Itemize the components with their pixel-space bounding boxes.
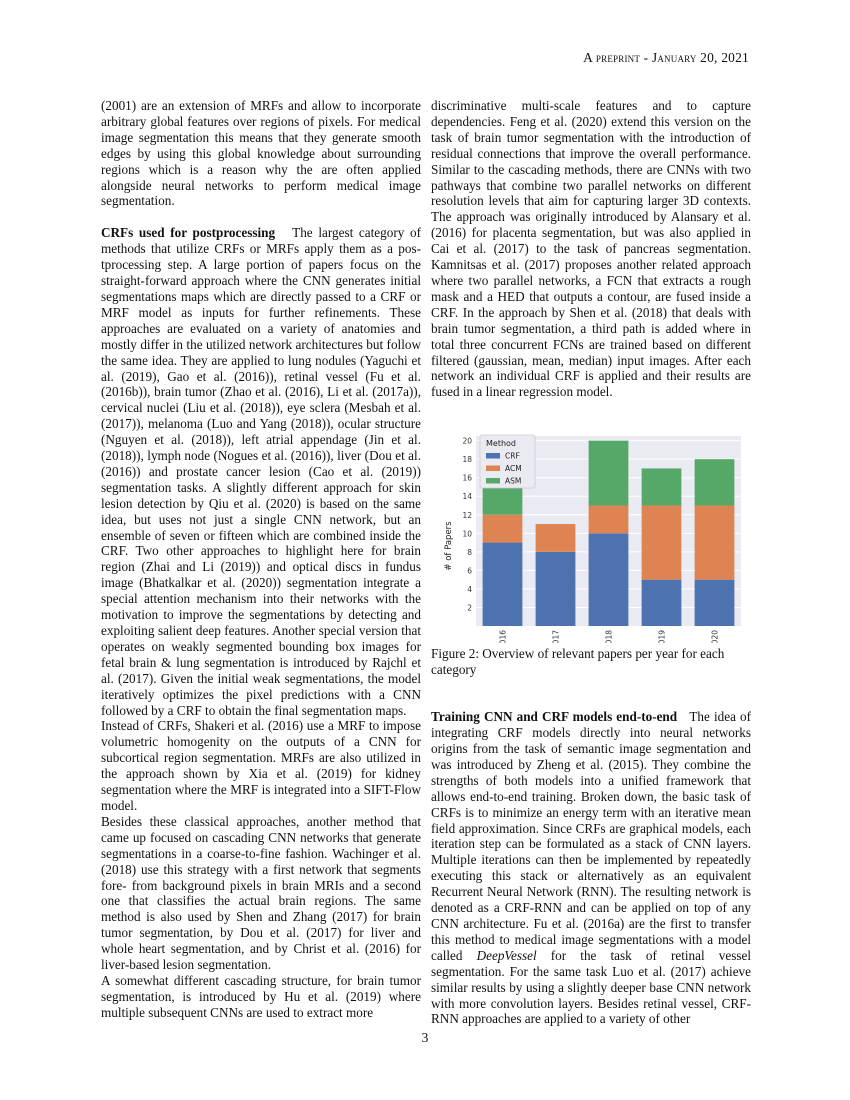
- chart-legend: [480, 435, 535, 488]
- bar-asm-2018: [589, 441, 629, 506]
- paragraph-cascading: Besides these classical approaches, another method that came up focused on cascading CNN networks that generate segmentations in a coarse-to-fine fashion. Wachinger et al. (2018) use this strategy with a first network that segments fore- from background pixels in brain MRIs and a second one that classifies the actual brain regions. The same method is also used by Shen and Zhang (2017) for brain tumor segmentation, by Dou et al. (2017) for liver and whole heart segmentation, and by Christ et al. (2016) for liver-based lesion segmentation.: [101, 813, 421, 973]
- legend-swatch-acm: [486, 466, 500, 472]
- legend-title: Method: [486, 439, 517, 448]
- paragraph-postprocessing-body: The largest category of methods that utilize CRFs or MRFs apply them as a pos-tprocessing step. A large portion of papers focus on the straight-forward approach where the CNN generates initial segmentations maps which are directly passed to a CRF or MRF model as inputs for further refinements. These approaches are evaluated on a variety of anatomies and mostly differ in the utilized network architectures but follow the same idea. They are applied to lung nodules (Yaguchi et al. (2019), Gao et al. (2016)), retinal vessel (Fu et al. (2016b)), brain tumor (Zhao et al. (2016), Li et al. (2017a)), cervical nuclei (Liu et al. (2018)), eye sclera (Mesbah et al. (2017)), melanoma (Luo and Yang (2018)), ocular structure (Nguyen et al. (2018)), left atrial appendage (Jin et al. (2018)), lymph node (Nogues et al. (2016)), liver (Dou et al. (2016)) and prostate cancer lesion (Cao et al. (2019)) segmentation tasks. A slightly different approach for skin lesion detection by Qiu et al. (2020) is based on the same idea, but uses not just a single CNN network, but an ensemble of seven or fifteen which are combined inside the CRF. Two other approaches to highlight here for brain region (Zhai and Li (2019)) and optical discs in fundus image (Bhatkalkar et al. (2020)) segmentation integrate a special attention mechanism into their networks with the motivation to improve the segmentations by detecting and exploiting salient deep features. Another special version that operates on weakly segmented bounding box images for fetal brain & lung segmentation is introduced by Rajchl et al. (2017). Given the initial weak segmentations, the model iteratively optimizes the pixel predictions with a CNN followed by a CRF to obtain the final segmentation maps.: [101, 225, 421, 718]
- run-in-heading-postprocessing: CRFs used for postprocessing: [101, 225, 276, 241]
- x-tick-label: 2016: [498, 630, 508, 643]
- header-separator: -: [640, 50, 652, 65]
- y-tick-label: 14: [462, 492, 472, 502]
- y-tick-label: 4: [467, 584, 472, 594]
- paragraph-end-to-end-b: for the task of retinal vessel segmentation. For the same task Luo et al. (2017) achieve similar results by using a slightly deeper base CNN network with more convolution layers. Besides retinal vessel, CRF-RNN approaches are applied to a variety of other: [431, 947, 751, 1027]
- paragraph-mrf: Instead of CRFs, Shakeri et al. (2016) use a MRF to impose volumetric homogenity on the outputs of a CNN for subcortical region segmentation. MRFs are also utilized in the approach shown by Xia et al. (2019) for kidney segmentation where the MRF is integrated into a SIFT-Flow model.: [101, 718, 421, 813]
- legend-label-acm: ACM: [505, 464, 522, 473]
- stacked-bar-chart: [431, 428, 751, 643]
- bar-acm-2018: [589, 506, 629, 534]
- header-prefix: A preprint: [583, 50, 641, 65]
- legend-swatch-crf: [486, 453, 500, 459]
- left-column: [101, 98, 421, 1021]
- paragraph-mrf-intro: (2001) are an extension of MRFs and allow to incorporate arbitrary global features over regions of pixels. For medical image segmentation this means that they generate smooth edges by using this global knowledge about surrounding regions which is a reason why the are often applied alongside neural networks to perform medical image segmentation.: [101, 98, 421, 209]
- header-date: January 20, 2021: [651, 50, 749, 65]
- running-header: [583, 50, 749, 66]
- paragraph-multiscale: discriminative multi-scale features and to capture dependencies. Feng et al. (2020) extend this version on the task of brain tumor segmentation with the introduction of residual connections that improve the overall performance. Similar to the cascading methods, there are CNNs with two pathways that combine two parallel networks on different resolution levels that aim for capturing larger 3D contexts. The approach was originally introduced by Alansary et al. (2016) for placenta segmentation, but was also applied in Cai et al. (2017) to the task of pancreas segmentation. Kamnitsas et al. (2017) proposes another related approach where two parallel networks, a FCN that extracts a rough mask and a HED that outputs a contour, are fused inside a CRF. In the approach by Shen et al. (2018) that deals with brain tumor segmentation, a third path is added where in total three concurrent FCNs are trained based on different filtered (gaussian, mean, median) input images. After each network an individual CRF is applied and their results are fused in a linear regression model.: [431, 98, 751, 400]
- y-tick-label: 2: [467, 603, 472, 613]
- bar-crf-2017: [536, 552, 576, 626]
- y-tick-label: 10: [462, 529, 472, 539]
- x-tick-label: 2018: [604, 630, 614, 643]
- bar-acm-2017: [536, 524, 576, 552]
- y-tick-label: 16: [462, 473, 472, 483]
- right-column-bottom: [431, 696, 751, 1041]
- bar-asm-2019: [642, 468, 682, 505]
- paragraph-cascading-structure: A somewhat different cascading structure, for brain tumor segmentation, is introduced by Hu et al. (2019) where multiple subsequent CNNs are used to extract more: [101, 972, 421, 1020]
- x-tick-label: 2019: [657, 630, 667, 643]
- figure-caption: Figure 2: Overview of relevant papers per year for each category: [431, 646, 725, 677]
- legend-label-asm: ASM: [505, 476, 522, 486]
- bar-crf-2016: [483, 543, 523, 626]
- paragraph-end-to-end-a: The idea of integrating CRF models directly into neural networks origins from the task of semantic image segmentation and was introduced by Zheng et al. (2015). They combine the strengths of both models into a unified framework that allows end-to-end training. Broken down, the basic task of CRFs is to minimize an energy term with an iterative mean field approximation. Since CRFs are graphical models, each iteration step can be formulated as a stack of CNN layers. Multiple iterations can then be implemented by repeatedly executing this stack or alternatively as an equivalent Recurrent Neural Network (RNN). The resulting network is denoted as a CRF-RNN and can be applied on top of any CNN architecture. Fu et al. (2016a) are the first to transfer this method to medical image segmentations with a model called: [431, 709, 751, 963]
- x-tick-label: 2020: [710, 630, 720, 643]
- right-column-top: [431, 98, 751, 400]
- y-tick-label: 8: [467, 547, 472, 557]
- y-tick-label: 18: [462, 455, 472, 465]
- legend-swatch-asm: [486, 478, 500, 484]
- x-tick-label: 2017: [551, 630, 561, 643]
- bar-crf-2020: [695, 580, 735, 626]
- y-tick-label: 20: [462, 436, 472, 446]
- y-tick-label: 6: [467, 566, 472, 576]
- bar-asm-2020: [695, 459, 735, 505]
- y-axis-label: # of Papers: [444, 521, 454, 571]
- bar-acm-2019: [642, 506, 682, 580]
- bar-acm-2020: [695, 506, 735, 580]
- page-number: 3: [421, 1030, 429, 1045]
- y-tick-label: 12: [462, 510, 472, 520]
- bar-crf-2019: [642, 580, 682, 626]
- paragraph-crfs-postprocessing: [101, 225, 421, 718]
- bar-acm-2016: [483, 515, 523, 543]
- figure-2-chart: [431, 428, 751, 643]
- run-in-heading-end-to-end: Training CNN and CRF models end-to-end: [431, 709, 678, 725]
- paragraph-end-to-end: [431, 709, 751, 1027]
- model-name-deepvessel: DeepVessel: [476, 947, 537, 963]
- legend-label-crf: CRF: [505, 451, 520, 461]
- bar-crf-2018: [589, 533, 629, 626]
